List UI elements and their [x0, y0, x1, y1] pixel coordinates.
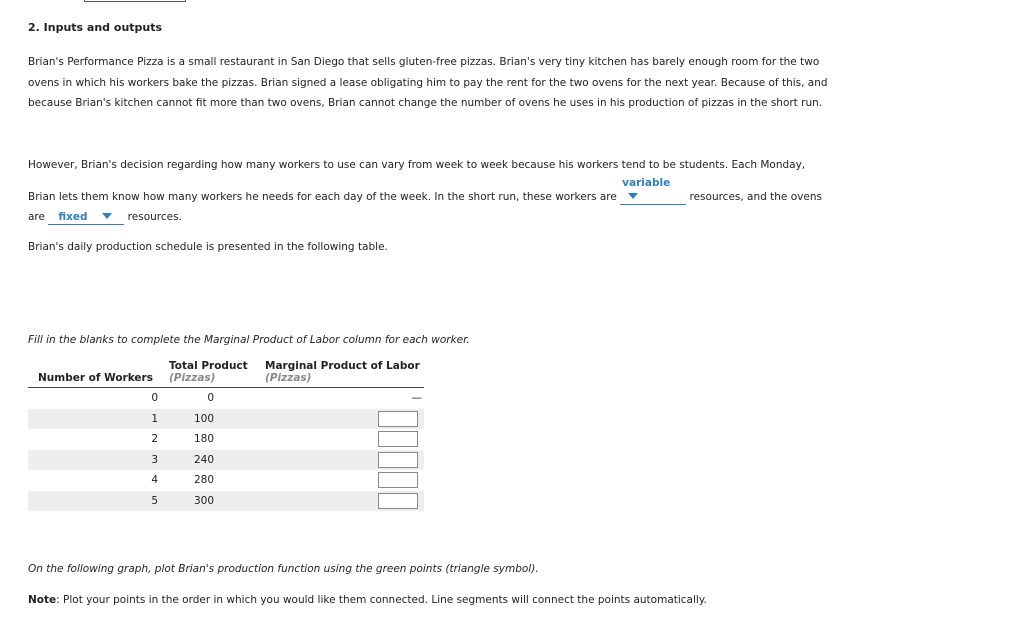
marginal-product-cell: [255, 450, 424, 471]
marginal-product-input[interactable]: [378, 452, 418, 468]
total-product-cell: 180: [193, 433, 214, 446]
workers-cell: 1: [28, 409, 160, 430]
total-product-cell: 240: [160, 450, 255, 471]
fixed-dropdown[interactable]: [48, 210, 124, 225]
total-product-cell: 100: [160, 409, 255, 430]
workers-cell: 0: [151, 392, 158, 405]
marginal-product-input[interactable]: [378, 493, 418, 509]
marginal-product-dash: —: [411, 392, 422, 405]
total-product-cell: 280: [193, 474, 214, 487]
marginal-product-input[interactable]: [378, 431, 418, 447]
total-product-unit: (Pizzas): [169, 372, 216, 384]
intro-paragraph: Brian's Performance Pizza is a small restaurant in San Diego that sells gluten-free pizzas. Brian's very tiny kitchen has barely enough room for the two ovens in which his workers bake the pizzas. Brian signed a lease obligating him to pay the rent for the two ovens for the next year. Because of this, and because Brian's kitchen cannot fit more than two ovens, Brian cannot change the number of ovens he uses in his production of pizzas in the short run.: [28, 56, 828, 110]
marginal-product-header: [255, 360, 424, 388]
schedule-paragraph: Brian's daily production schedule is presented in the following table.: [28, 241, 388, 253]
note-label: Note: [28, 594, 57, 606]
workers-cell: 3: [28, 450, 160, 471]
divider-tick: [84, 0, 85, 1]
marginal-product-cell: [255, 429, 424, 450]
chevron-down-icon: [102, 213, 112, 219]
workers-paragraph: [28, 155, 828, 228]
top-divider: [84, 0, 186, 2]
workers-cell: 5: [28, 491, 160, 512]
marginal-product-input[interactable]: [378, 411, 418, 427]
workers-cell: 2: [151, 433, 158, 446]
note-text: : Plot your points in the order in which you would like them connected. Line segments will connect the points automatically.: [56, 594, 707, 606]
workers-cell: 4: [151, 474, 158, 487]
dropdown-value: fixed: [58, 211, 88, 224]
dropdown-value: variable: [622, 176, 671, 189]
paragraph-text: resources, and the ovens are: [28, 190, 822, 224]
marginal-product-cell: [255, 470, 424, 491]
production-table: [28, 360, 424, 511]
table-row: [28, 409, 424, 430]
marginal-product-cell: [255, 491, 424, 512]
paragraph-text: However, Brian's decision regarding how many workers to use can vary from week to week because his workers tend to be students. Each Monday, Brian lets them know how many workers he needs for each day of the week. In the short run, these workers are: [28, 159, 806, 203]
workers-header-label: Number of Workers: [38, 372, 153, 384]
total-product-label: Total Product: [169, 360, 248, 372]
total-product-cell: 0: [207, 392, 214, 405]
workers-header: [28, 360, 160, 388]
total-product-header: [160, 360, 255, 388]
total-product-cell: 300: [160, 491, 255, 512]
table-row: [28, 470, 424, 491]
marginal-product-input[interactable]: [378, 472, 418, 488]
table-row: [28, 450, 424, 471]
chevron-down-icon: [628, 193, 638, 199]
table-row: [28, 429, 424, 450]
graph-instruction: On the following graph, plot Brian's production function using the green points (triangle symbol).: [28, 563, 539, 575]
marginal-product-unit: (Pizzas): [265, 372, 312, 384]
marginal-product-cell: [255, 409, 424, 430]
section-title: 2. Inputs and outputs: [28, 21, 163, 34]
marginal-product-label: Marginal Product of Labor: [265, 360, 420, 372]
variable-dropdown[interactable]: [620, 176, 686, 205]
instruction-text: Fill in the blanks to complete the Marginal Product of Labor column for each worker.: [28, 334, 470, 346]
table-row: [28, 491, 424, 512]
note-paragraph: [28, 590, 828, 611]
table-row: [28, 388, 424, 409]
paragraph-text: resources.: [127, 211, 182, 224]
divider-tick: [185, 0, 186, 1]
